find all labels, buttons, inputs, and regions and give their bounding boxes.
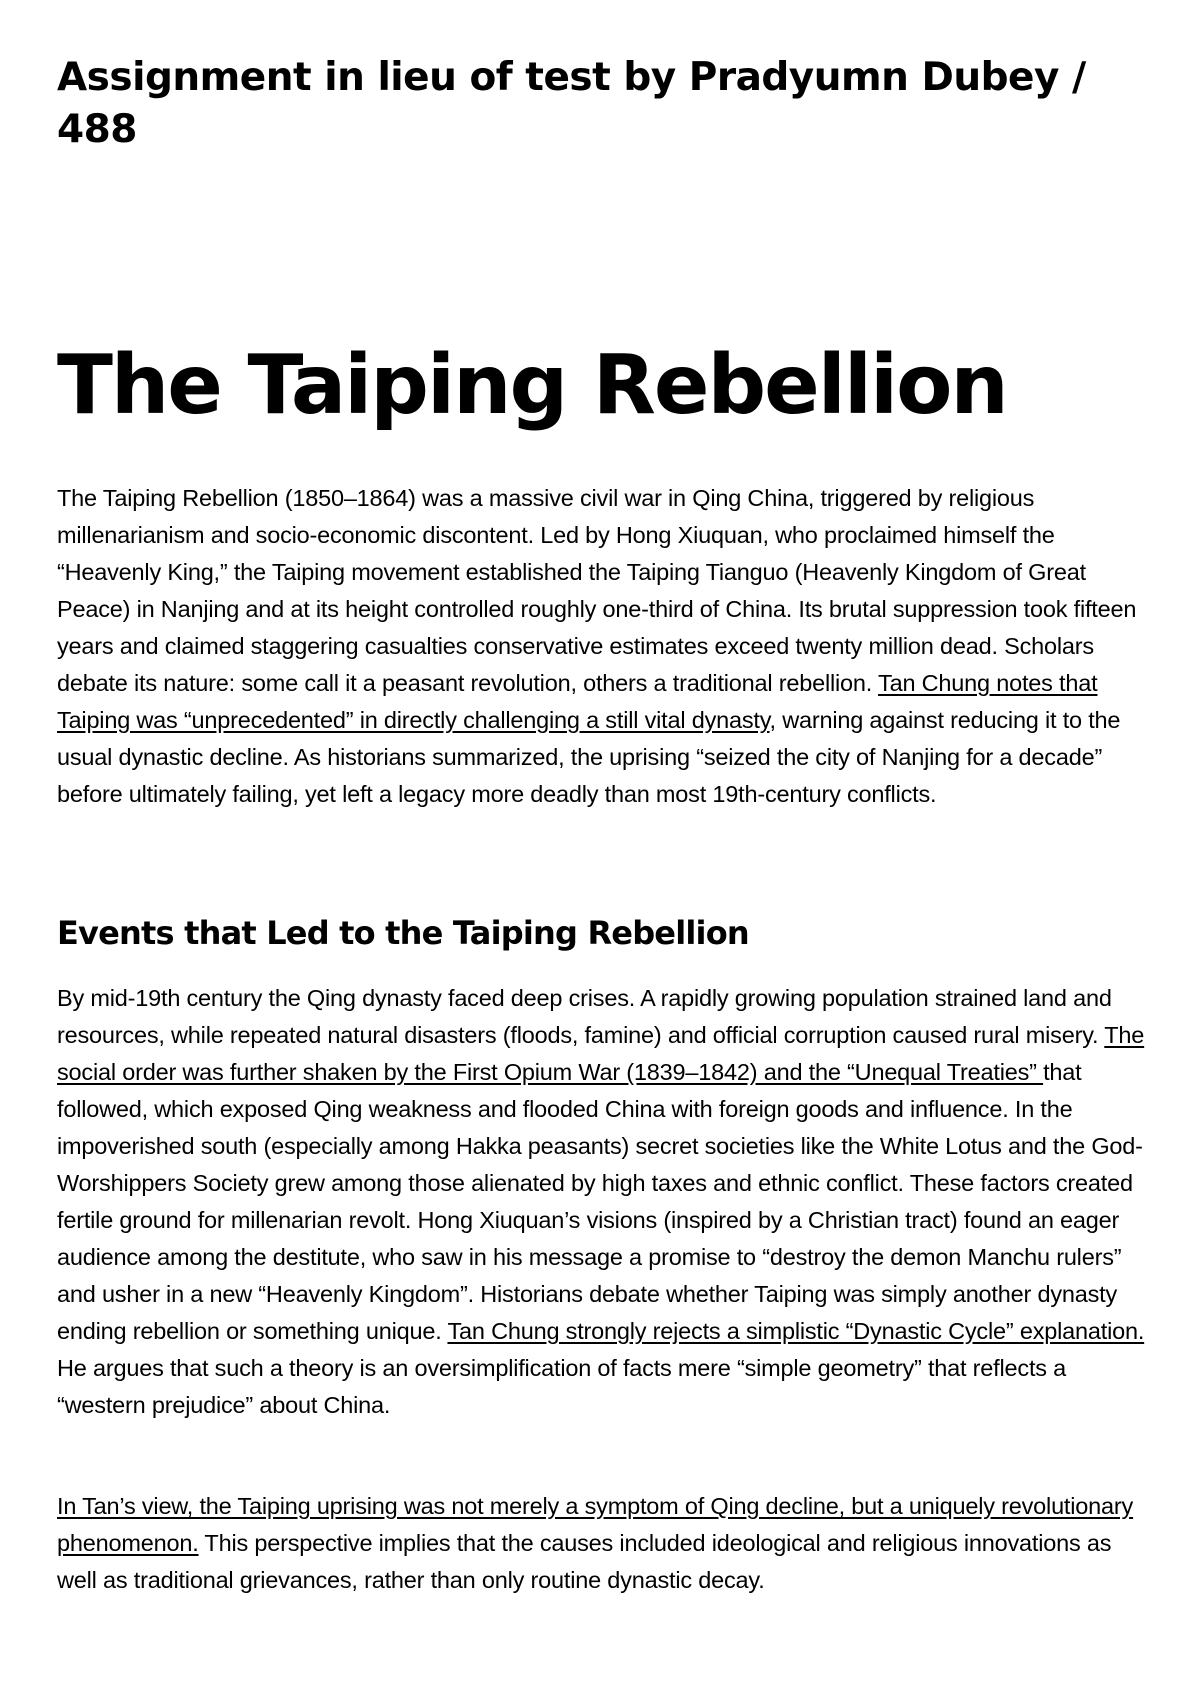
tan-view-underlined: In Tan’s view, the Taiping uprising was not merely a symptom of Qing decline, but a uniquely revolutionary phenomenon. bbox=[57, 1493, 1134, 1556]
page-title: The Taiping Rebellion bbox=[57, 338, 1007, 433]
events-underlined-1: The social order was further shaken by the First Opium War (1839–1842) and the “Unequal Treaties” bbox=[57, 1022, 1145, 1085]
intro-text-1: The Taiping Rebellion (1850–1864) was a massive civil war in Qing China, triggered by religious millenarianism and socio-economic discontent. Led by Hong Xiuquan, who proclaimed himself the “Heavenly King,” the Taiping movement established the Taiping Tianguo (Heavenly Kingdom of Great Peace) in Nanjing and at its height controlled roughly one-third of China. Its brutal suppression took fifteen years and claimed staggering casualties conservative estimates exceed twenty million dead. Scholars debate its nature: some call it a peasant revolution, others a traditional rebellion. bbox=[57, 485, 1137, 696]
section-heading-events: Events that Led to the Taiping Rebellion bbox=[57, 914, 749, 952]
tan-view-text: This perspective implies that the causes included ideological and religious innovations as well as traditional grievances, rather than only routine dynastic decay. bbox=[57, 1530, 1112, 1593]
events-paragraph bbox=[57, 980, 1157, 1424]
events-text-2: that followed, which exposed Qing weakness and flooded China with foreign goods and influence. In the impoverished south (especially among Hakka peasants) secret societies like the White Lotus and the God-Worshippers Society grew among those alienated by high taxes and ethnic conflict. These factors created fertile ground for millenarian revolt. Hong Xiuquan’s visions (inspired by a Christian tract) found an eager audience among the destitute, who saw in his message a promise to “destroy the demon Manchu rulers” and usher in a new “Heavenly Kingdom”. Historians debate whether Taiping was simply another dynasty ending rebellion or something unique. bbox=[57, 1059, 1143, 1344]
tan-view-paragraph bbox=[57, 1488, 1157, 1599]
intro-paragraph bbox=[57, 480, 1157, 813]
events-underlined-2: Tan Chung strongly rejects a simplistic “Dynastic Cycle” explanation. bbox=[447, 1318, 1145, 1344]
assignment-title: Assignment in lieu of test by Pradyumn Dubey / 488 bbox=[57, 55, 1086, 152]
intro-underlined-quote: Tan Chung notes that Taiping was “unprecedented” in directly challenging a still vital dynasty bbox=[57, 670, 1098, 733]
events-text-1: By mid-19th century the Qing dynasty faced deep crises. A rapidly growing population strained land and resources, while repeated natural disasters (floods, famine) and official corruption caused rural misery. bbox=[57, 985, 1112, 1048]
intro-text-2: , warning against reducing it to the usual dynastic decline. As historians summarized, the uprising “seized the city of Nanjing for a decade” before ultimately failing, yet left a legacy more deadly than most 19th-century conflicts. bbox=[57, 707, 1121, 807]
events-text-3: He argues that such a theory is an oversimplification of facts mere “simple geometry” that reflects a “western prejudice” about China. bbox=[57, 1355, 1067, 1418]
